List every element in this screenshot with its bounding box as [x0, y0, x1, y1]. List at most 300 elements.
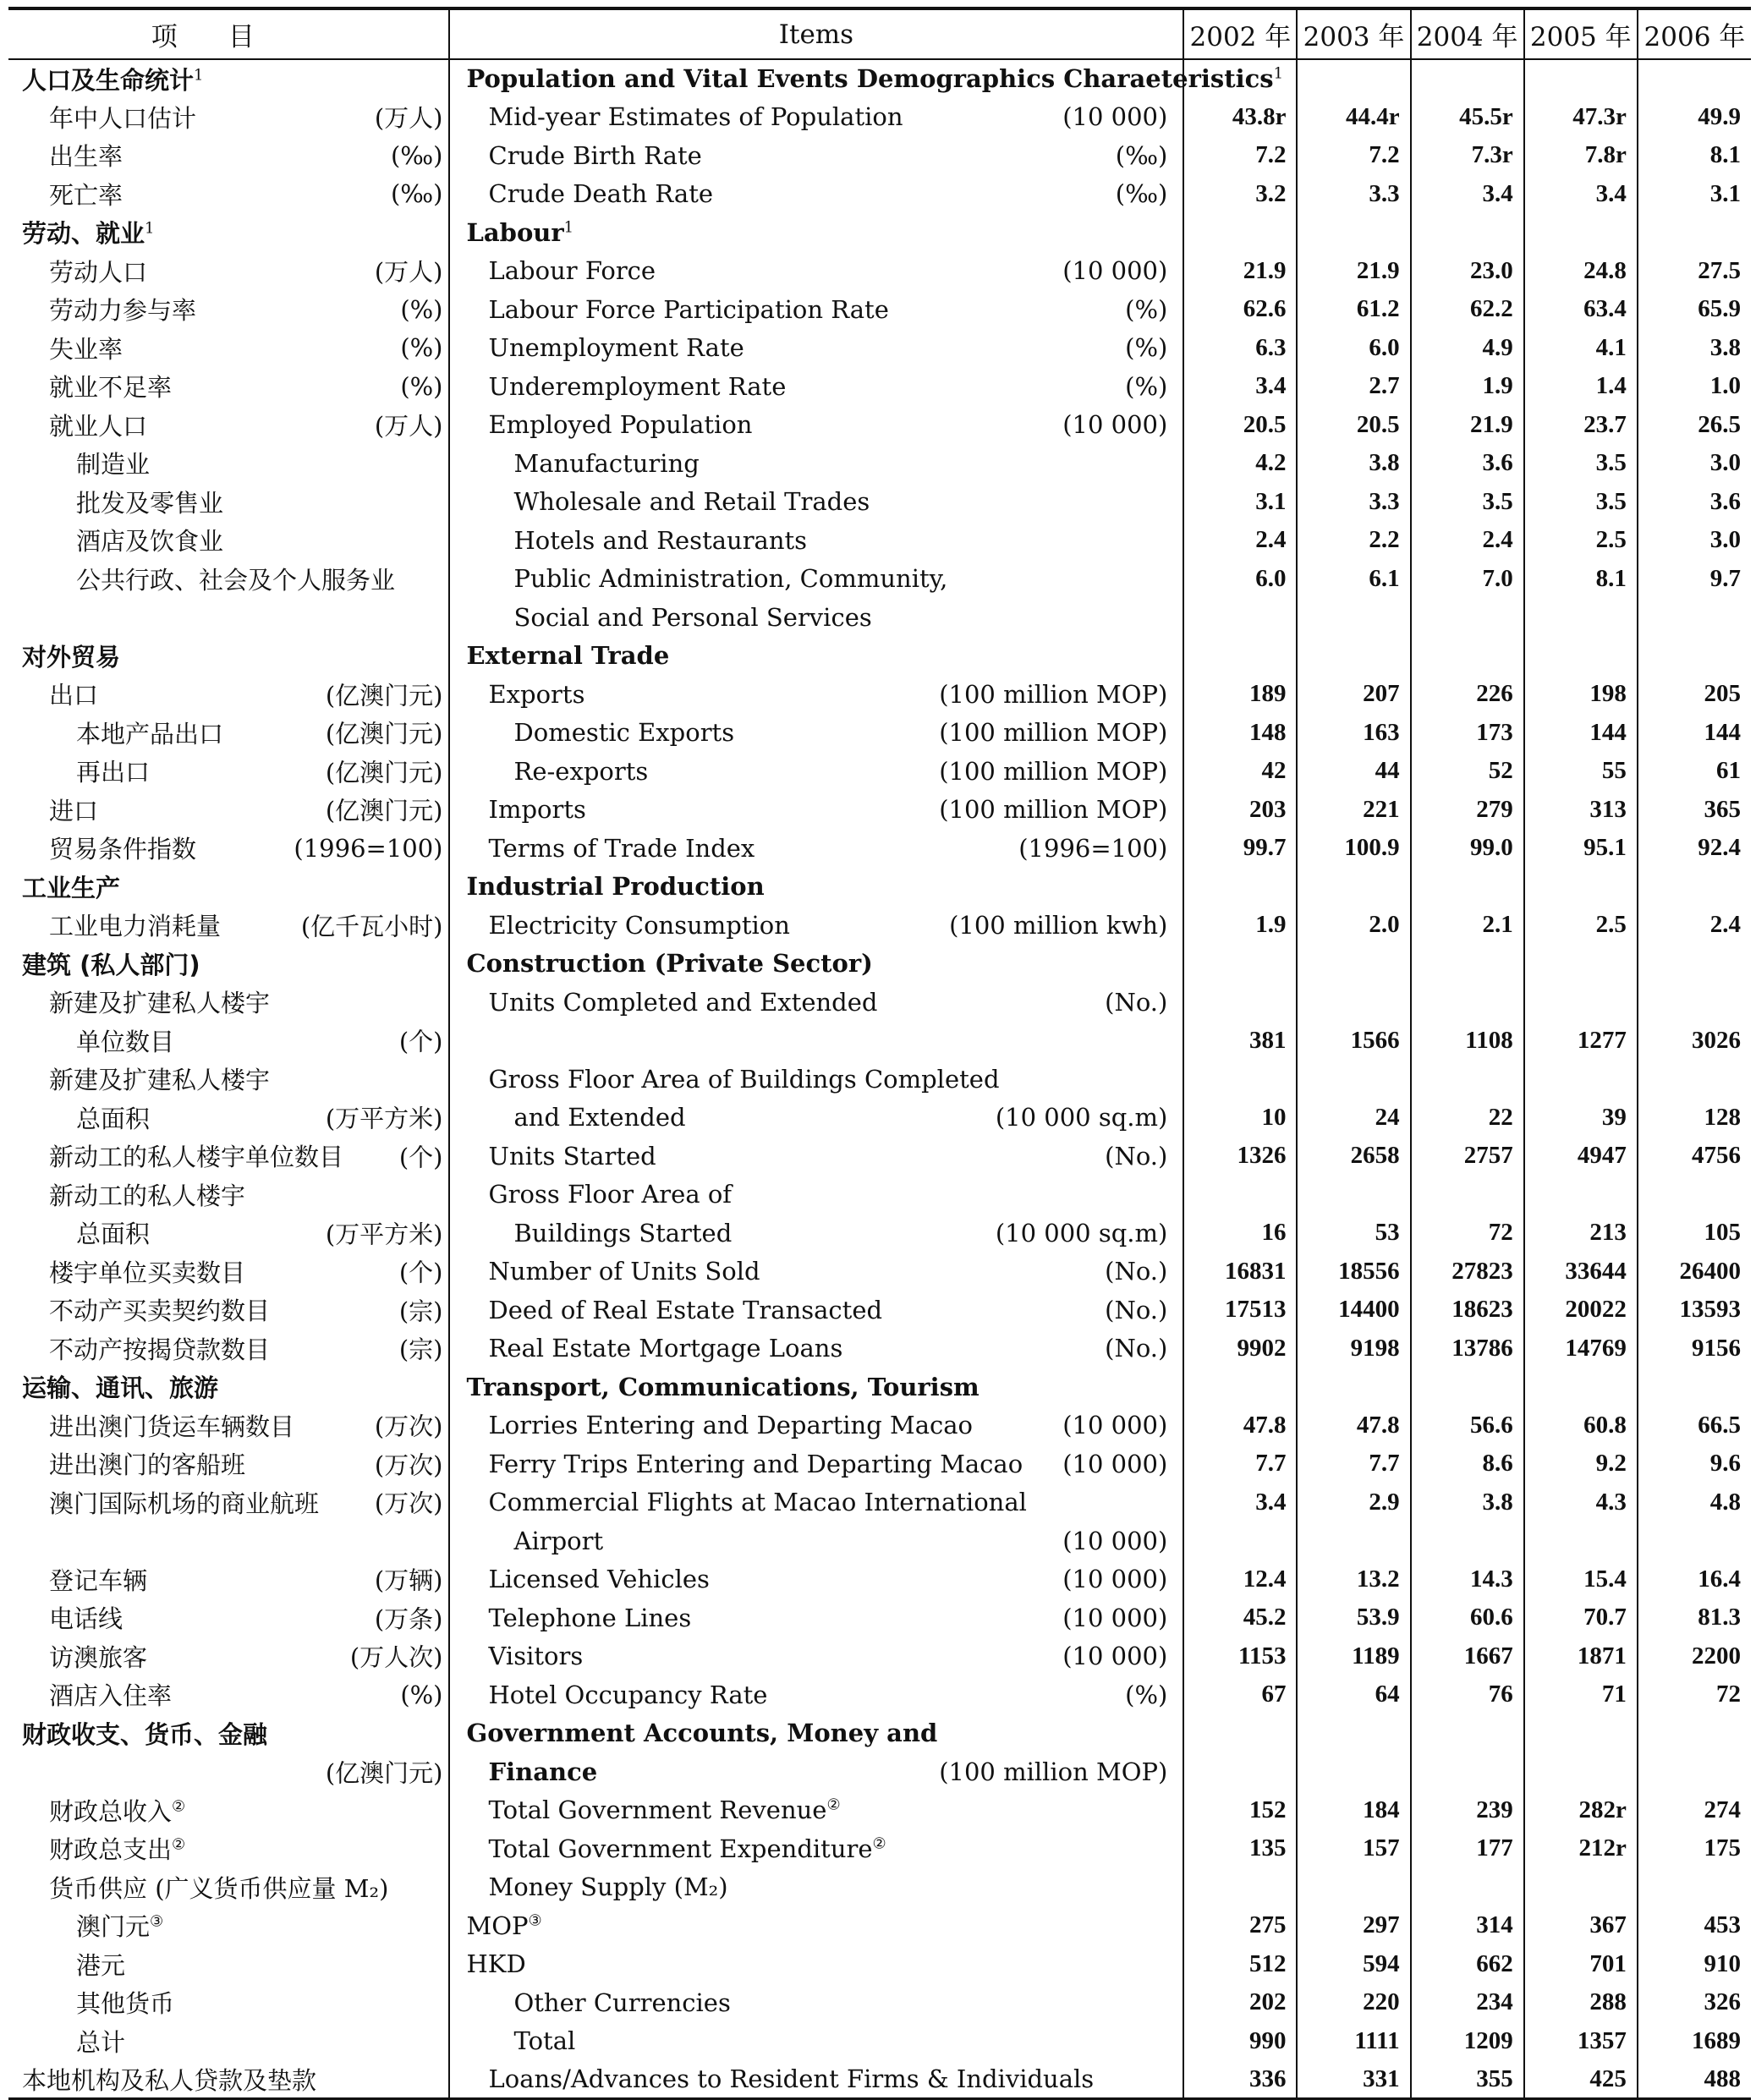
english-unit: (100 million kwh) [949, 910, 1168, 940]
chinese-label: 批发及零售业 [76, 488, 224, 518]
value-cell [1297, 1522, 1410, 1560]
value-cell [1183, 1060, 1297, 1099]
value-cell: 26400 [1638, 1253, 1751, 1291]
english-label-cell [449, 945, 1184, 984]
value-cell: 313 [1524, 791, 1638, 830]
chinese-unit: (亿澳门元) [325, 758, 443, 787]
english-label-cell [449, 1522, 1184, 1560]
table-row [8, 444, 1751, 483]
chinese-label-cell [8, 2060, 449, 2099]
value-cell [1297, 945, 1410, 984]
english-unit: (No.) [1105, 1334, 1168, 1363]
header-year: 2005 年 [1524, 8, 1638, 59]
chinese-label: 工业生产 [22, 873, 121, 902]
table-row [8, 1176, 1751, 1214]
chinese-label: 电话线 [49, 1604, 123, 1634]
value-cell: 3.1 [1638, 175, 1751, 214]
english-label-cell [449, 1060, 1184, 1099]
value-cell: 4.2 [1183, 444, 1297, 483]
value-cell: 189 [1183, 675, 1297, 714]
chinese-label: 建筑 (私人部门) [22, 950, 200, 979]
table-row [8, 290, 1751, 329]
footnote-mark: 1 [145, 219, 155, 238]
value-cell: 4.8 [1638, 1483, 1751, 1522]
value-cell: 16831 [1183, 1253, 1297, 1291]
value-cell: 212r [1524, 1829, 1638, 1868]
value-cell: 198 [1524, 675, 1638, 714]
section-row [8, 1714, 1751, 1753]
english-label-cell [449, 175, 1184, 214]
english-unit: (%) [1125, 333, 1168, 363]
chinese-label: 就业人口 [49, 411, 148, 441]
chinese-label: 工业电力消耗量 [49, 912, 222, 941]
chinese-label-cell [8, 1598, 449, 1637]
value-cell: 1566 [1297, 1022, 1410, 1061]
value-cell: 70.7 [1524, 1598, 1638, 1637]
chinese-label: 总面积 [76, 1104, 151, 1133]
value-cell [1638, 983, 1751, 1022]
english-label-cell [449, 2060, 1184, 2099]
english-unit: (10 000) [1062, 410, 1168, 440]
english-label-cell [449, 752, 1184, 791]
section-row [8, 637, 1751, 676]
chinese-unit: (万人) [374, 257, 443, 287]
value-cell: 1.4 [1524, 367, 1638, 406]
english-label: MOP [466, 1911, 529, 1940]
value-cell: 39 [1524, 1099, 1638, 1138]
english-label: Loans/Advances to Resident Firms & Individuals [488, 2064, 1095, 2093]
value-cell: 23.7 [1524, 406, 1638, 445]
english-label-cell [449, 1330, 1184, 1368]
value-cell: 4.1 [1524, 329, 1638, 368]
value-cell [1183, 1368, 1297, 1406]
table-row [8, 791, 1751, 830]
value-cell [1638, 1368, 1751, 1406]
chinese-unit: (个) [398, 1258, 443, 1287]
english-label-cell [449, 406, 1184, 445]
value-cell [1411, 598, 1524, 637]
english-label-cell [449, 136, 1184, 175]
value-cell: 7.8r [1524, 136, 1638, 175]
english-label: Employed Population [488, 410, 753, 440]
chinese-unit: (万次) [374, 1450, 443, 1480]
chinese-label: 货币供应 (广义货币供应量 M₂) [49, 1873, 389, 1903]
chinese-unit: (万人次) [349, 1642, 443, 1672]
value-cell [1297, 1060, 1410, 1099]
english-unit: (100 million MOP) [939, 718, 1168, 748]
chinese-unit: (万平方米) [325, 1220, 443, 1249]
statistics-table [8, 7, 1751, 2100]
english-unit: (10 000 sq.m) [995, 1103, 1168, 1132]
value-cell: 1.9 [1411, 367, 1524, 406]
value-cell: 1209 [1411, 2022, 1524, 2061]
value-cell: 21.9 [1297, 252, 1410, 291]
english-label-cell [449, 1291, 1184, 1330]
chinese-label: 贸易条件指数 [49, 835, 197, 864]
value-cell: 105 [1638, 1214, 1751, 1253]
value-cell [1524, 598, 1638, 637]
english-label-cell [449, 1945, 1184, 1984]
section-row [8, 213, 1751, 252]
chinese-label-cell [8, 675, 449, 714]
value-cell: 53 [1297, 1214, 1410, 1253]
value-cell: 14.3 [1411, 1560, 1524, 1599]
value-cell [1297, 1714, 1410, 1753]
table-row [8, 1291, 1751, 1330]
chinese-label-cell [8, 598, 449, 637]
section-row [8, 59, 1751, 98]
value-cell: 66.5 [1638, 1406, 1751, 1445]
chinese-label-cell [8, 1983, 449, 2022]
chinese-label-cell [8, 1022, 449, 1061]
english-unit: (10 000) [1062, 256, 1168, 286]
english-label-cell [449, 1406, 1184, 1445]
table-row [8, 675, 1751, 714]
value-cell: 202 [1183, 1983, 1297, 2022]
value-cell: 20.5 [1297, 406, 1410, 445]
chinese-unit: (1996=100) [294, 833, 443, 863]
value-cell [1183, 1714, 1297, 1753]
chinese-label: 不动产买卖契约数目 [49, 1297, 271, 1326]
value-cell: 488 [1638, 2060, 1751, 2099]
footnote-mark: ② [172, 1797, 186, 1816]
english-label: Ferry Trips Entering and Departing Macao [488, 1449, 1023, 1478]
table-row [8, 1983, 1751, 2022]
value-cell: 6.0 [1183, 560, 1297, 599]
value-cell [1638, 868, 1751, 907]
chinese-label-cell [8, 1253, 449, 1291]
chinese-label-cell [8, 560, 449, 599]
value-cell: 163 [1297, 714, 1410, 753]
english-label: Number of Units Sold [488, 1257, 760, 1286]
chinese-unit: (万平方米) [325, 1104, 443, 1133]
value-cell [1183, 1752, 1297, 1791]
chinese-label: 财政总收入 [49, 1796, 173, 1826]
english-label: Labour Force Participation Rate [488, 294, 889, 324]
chinese-unit: (宗) [398, 1335, 443, 1364]
value-cell: 10 [1183, 1099, 1297, 1138]
english-label: Labour [466, 217, 564, 247]
value-cell: 381 [1183, 1022, 1297, 1061]
value-cell: 4947 [1524, 1137, 1638, 1176]
value-cell: 331 [1297, 2060, 1410, 2099]
chinese-label-cell [8, 1330, 449, 1368]
value-cell: 662 [1411, 1945, 1524, 1984]
table-row [8, 329, 1751, 368]
chinese-label-cell [8, 367, 449, 406]
value-cell: 990 [1183, 2022, 1297, 2061]
value-cell: 7.2 [1297, 136, 1410, 175]
chinese-unit: (万人) [374, 103, 443, 133]
header-chinese-items: 项目 [8, 8, 449, 59]
english-label-cell [449, 1868, 1184, 1907]
value-cell: 3.4 [1183, 1483, 1297, 1522]
chinese-label-cell [8, 829, 449, 868]
english-unit: (No.) [1105, 1257, 1168, 1286]
table-body [8, 59, 1751, 2099]
english-label: Transport, Communications, Tourism [466, 1372, 980, 1401]
value-cell: 3.4 [1411, 175, 1524, 214]
value-cell [1411, 213, 1524, 252]
value-cell: 27.5 [1638, 252, 1751, 291]
chinese-label: 酒店入住率 [49, 1681, 173, 1711]
chinese-label: 进出澳门的客船班 [49, 1450, 246, 1480]
table-row [8, 906, 1751, 945]
english-label: and Extended [513, 1103, 686, 1132]
chinese-label-cell [8, 752, 449, 791]
chinese-label: 新建及扩建私人楼宇 [49, 1066, 271, 1095]
english-unit: (10 000) [1062, 1565, 1168, 1594]
value-cell [1297, 1176, 1410, 1214]
value-cell: 425 [1524, 2060, 1638, 2099]
value-cell: 62.6 [1183, 290, 1297, 329]
value-cell [1183, 1176, 1297, 1214]
value-cell [1638, 598, 1751, 637]
value-cell: 314 [1411, 1906, 1524, 1945]
english-label: Exports [488, 679, 585, 709]
value-cell: 239 [1411, 1791, 1524, 1830]
english-label-cell [449, 868, 1184, 907]
english-label: HKD [466, 1949, 526, 1979]
chinese-unit: (‰) [390, 179, 443, 209]
english-label-cell [449, 1675, 1184, 1714]
english-label: Imports [488, 795, 586, 825]
chinese-label-cell [8, 1368, 449, 1406]
chinese-label-cell [8, 868, 449, 907]
chinese-label-cell [8, 1522, 449, 1560]
value-cell: 45.5r [1411, 98, 1524, 137]
chinese-label-cell [8, 59, 449, 98]
table-row [8, 521, 1751, 560]
english-label-cell [449, 1983, 1184, 2022]
value-cell [1411, 868, 1524, 907]
chinese-label: 港元 [76, 1950, 126, 1980]
chinese-label-cell [8, 983, 449, 1022]
value-cell [1297, 598, 1410, 637]
value-cell: 56.6 [1411, 1406, 1524, 1445]
english-unit: (%) [1125, 371, 1168, 401]
chinese-label-cell [8, 329, 449, 368]
chinese-label: 登记车辆 [49, 1565, 148, 1595]
value-cell: 1.0 [1638, 367, 1751, 406]
english-label: Licensed Vehicles [488, 1565, 710, 1594]
english-unit: (10 000) [1062, 1642, 1168, 1671]
chinese-label: 进口 [49, 796, 99, 825]
english-label: Hotel Occupancy Rate [488, 1680, 768, 1709]
chinese-label-cell [8, 1060, 449, 1099]
chinese-label: 总计 [76, 2027, 126, 2057]
english-label: Gross Floor Area of Buildings Completed [488, 1064, 1000, 1094]
value-cell: 365 [1638, 791, 1751, 830]
english-label-cell [449, 983, 1184, 1022]
value-cell [1297, 59, 1410, 98]
english-label-cell [449, 1598, 1184, 1637]
value-cell: 4.9 [1411, 329, 1524, 368]
english-label-cell [449, 1368, 1184, 1406]
table-row [8, 1445, 1751, 1483]
english-unit: (‰) [1115, 140, 1168, 170]
footnote-mark: 1 [1273, 64, 1284, 83]
value-cell: 1689 [1638, 2022, 1751, 2061]
footnote-mark: ③ [528, 1911, 542, 1930]
value-cell: 63.4 [1524, 290, 1638, 329]
value-cell: 23.0 [1411, 252, 1524, 291]
value-cell [1411, 1752, 1524, 1791]
value-cell: 6.0 [1297, 329, 1410, 368]
chinese-label: 对外贸易 [22, 642, 121, 672]
value-cell: 2.4 [1638, 906, 1751, 945]
english-label: Public Administration, Community, [513, 564, 948, 594]
table-row [8, 1598, 1751, 1637]
value-cell: 60.6 [1411, 1598, 1524, 1637]
value-cell: 205 [1638, 675, 1751, 714]
chinese-label-cell [8, 1868, 449, 1907]
english-label: Terms of Trade Index [488, 833, 755, 863]
chinese-unit: (宗) [398, 1297, 443, 1326]
chinese-label: 其他货币 [76, 1989, 175, 2019]
value-cell: 21.9 [1183, 252, 1297, 291]
english-label: Commercial Flights at Macao International [488, 1488, 1027, 1517]
chinese-unit: (亿澳门元) [325, 1758, 443, 1788]
chinese-label: 失业率 [49, 334, 123, 364]
english-label: Other Currencies [513, 1988, 731, 2017]
value-cell: 355 [1411, 2060, 1524, 2099]
english-label-cell [449, 598, 1184, 637]
value-cell: 3.8 [1297, 444, 1410, 483]
english-label: Telephone Lines [488, 1603, 692, 1632]
value-cell: 9198 [1297, 1330, 1410, 1368]
value-cell: 3.5 [1524, 444, 1638, 483]
value-cell: 44 [1297, 752, 1410, 791]
value-cell: 53.9 [1297, 1598, 1410, 1637]
english-unit: (%) [1125, 294, 1168, 324]
chinese-label: 澳门元 [76, 1912, 151, 1942]
table-row [8, 136, 1751, 175]
english-label-cell [449, 59, 1284, 98]
value-cell: 2.7 [1297, 367, 1410, 406]
table-row [8, 1099, 1751, 1138]
value-cell: 2.4 [1411, 521, 1524, 560]
english-label-cell [449, 1483, 1184, 1522]
english-unit: (100 million MOP) [939, 795, 1168, 825]
value-cell: 152 [1183, 1791, 1297, 1830]
table-row [8, 598, 1751, 637]
value-cell [1411, 1368, 1524, 1406]
english-label: Crude Birth Rate [488, 140, 702, 170]
table-row [8, 714, 1751, 753]
english-label: Labour Force [488, 256, 656, 286]
value-cell [1297, 983, 1410, 1022]
value-cell: 2.1 [1411, 906, 1524, 945]
chinese-unit: (万人) [374, 411, 443, 441]
value-cell [1411, 983, 1524, 1022]
english-label-cell [449, 483, 1184, 522]
chinese-label: 本地机构及私人贷款及垫款 [22, 2065, 317, 2095]
value-cell: 173 [1411, 714, 1524, 753]
value-cell: 3.4 [1183, 367, 1297, 406]
value-cell: 92.4 [1638, 829, 1751, 868]
value-cell: 26.5 [1638, 406, 1751, 445]
table-row [8, 560, 1751, 599]
english-label-cell [449, 675, 1184, 714]
english-unit: (10 000) [1062, 1526, 1168, 1555]
value-cell [1524, 213, 1638, 252]
chinese-label-cell [8, 136, 449, 175]
table-row [8, 1137, 1751, 1176]
english-label-cell [449, 1022, 1184, 1061]
value-cell: 2757 [1411, 1137, 1524, 1176]
value-cell: 7.0 [1411, 560, 1524, 599]
chinese-label-cell [8, 1137, 449, 1176]
value-cell: 1189 [1297, 1637, 1410, 1676]
value-cell: 3.3 [1297, 483, 1410, 522]
table-row [8, 2022, 1751, 2061]
english-label: Re-exports [513, 756, 649, 786]
value-cell: 12.4 [1183, 1560, 1297, 1599]
table-row [8, 752, 1751, 791]
section-row [8, 1368, 1751, 1406]
english-label: Social and Personal Services [513, 602, 872, 632]
value-cell: 20.5 [1183, 406, 1297, 445]
table-row [8, 1406, 1751, 1445]
value-cell: 9.7 [1638, 560, 1751, 599]
value-cell: 9902 [1183, 1330, 1297, 1368]
english-label-cell [449, 521, 1184, 560]
value-cell: 33644 [1524, 1253, 1638, 1291]
value-cell [1183, 213, 1297, 252]
value-cell [1411, 59, 1524, 98]
chinese-label: 出生率 [49, 142, 123, 172]
table-row [8, 829, 1751, 868]
value-cell [1524, 1752, 1638, 1791]
english-label: Unemployment Rate [488, 333, 744, 363]
value-cell: 3.3 [1297, 175, 1410, 214]
value-cell [1638, 637, 1751, 676]
header-english-items: Items [449, 8, 1184, 59]
english-unit: (100 million MOP) [939, 756, 1168, 786]
english-label-cell [449, 1099, 1184, 1138]
value-cell: 3.1 [1183, 483, 1297, 522]
value-cell: 453 [1638, 1906, 1751, 1945]
value-cell [1411, 945, 1524, 984]
value-cell: 175 [1638, 1829, 1751, 1868]
value-cell: 65.9 [1638, 290, 1751, 329]
value-cell: 3.8 [1638, 329, 1751, 368]
chinese-label-cell [8, 945, 449, 984]
value-cell: 128 [1638, 1099, 1751, 1138]
value-cell: 1357 [1524, 2022, 1638, 2061]
english-label: Visitors [488, 1642, 584, 1671]
value-cell: 1111 [1297, 2022, 1410, 2061]
chinese-label: 再出口 [76, 758, 151, 787]
value-cell: 16.4 [1638, 1560, 1751, 1599]
value-cell: 52 [1411, 752, 1524, 791]
english-unit: (‰) [1115, 179, 1168, 209]
value-cell: 148 [1183, 714, 1297, 753]
table-row [8, 406, 1751, 445]
table-row [8, 1675, 1751, 1714]
english-label-cell [449, 1137, 1184, 1176]
chinese-label: 运输、通讯、旅游 [22, 1373, 219, 1403]
english-label: Finance [488, 1757, 598, 1786]
value-cell: 9156 [1638, 1330, 1751, 1368]
value-cell: 274 [1638, 1791, 1751, 1830]
chinese-unit: (‰) [390, 140, 443, 170]
english-label: Hotels and Restaurants [513, 525, 808, 555]
chinese-label-cell [8, 175, 449, 214]
footnote-mark: ③ [150, 1912, 164, 1931]
value-cell [1638, 1752, 1751, 1791]
